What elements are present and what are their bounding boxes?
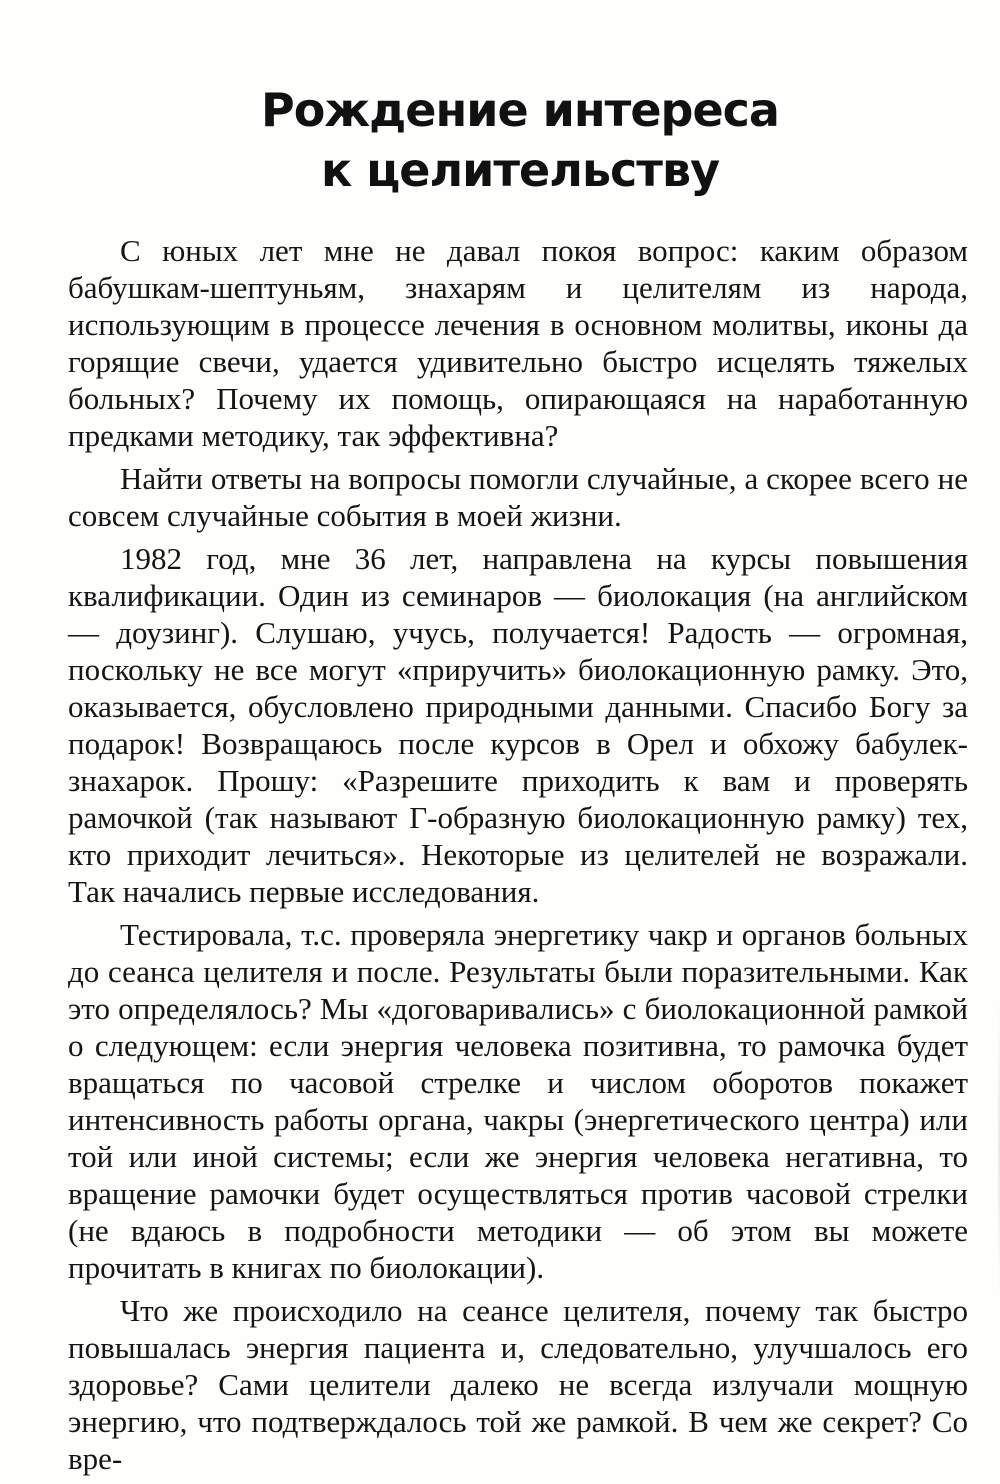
paragraph-1: С юных лет мне не давал покоя вопрос: каким образом бабушкам-шептуньям, знахарям и целителям из народа, использующим в процессе лечения в основном молитвы, иконы да горящие свечи, удается удивительно быстро исцелять тяжелых больных? Почему их помощь, опирающаяся на наработанную предками методику, так эффективна? (68, 233, 968, 453)
chapter-title-line-1: Рождение интереса (261, 83, 779, 137)
paragraph-5: Что же происходило на сеансе целителя, почему так быстро повышалась энергия пациента и, следовательно, улучшалось его здоровье? Сами целители далеко не всегда излучали мощную энергию, что подтверждалось той же рамкой. В чем же секрет? Со вре- (68, 1293, 968, 1476)
paragraph-3: 1982 год, мне 36 лет, направлена на курсы повышения квалификации. Один из семинаров — биолокация (на английском — доузинг). Слушаю, учусь, получается! Радость — огромная, поскольку не все могут «приручить» биолокационную рамку. Это, оказывается, обусловлено природными данными. Спасибо Богу за подарок! Возвращаюсь после курсов в Орел и обхожу бабулек-знахарок. Прошу: «Разрешите приходить к вам и проверять рамочкой (так называют Г-образную биолокационную рамку) тех, кто приходит лечиться». Некоторые из целителей не возражали. Так начались первые исследования. (68, 541, 968, 909)
paragraph-4: Тестировала, т.с. проверяла энергетику чакр и органов больных до сеанса целителя и после. Результаты были поразительными. Как это определялось? Мы «договаривались» с биолокационной рамкой о следующем: если энергия человека позитивна, то рамочка будет вращаться по часовой стрелке и числом оборотов покажет интенсивность работы органа, чакры (энергетического центра) или той или иной системы; если же энергия человека негативна, то вращение рамочки будет осуществляться против часовой стрелки (не вдаюсь в подробности методики — об этом вы можете прочитать в книгах по биолокации). (68, 917, 968, 1285)
paragraph-2: Найти ответы на вопросы помогли случайные, а скорее всего не совсем случайные события в моей жизни. (68, 461, 968, 533)
chapter-title (0, 80, 1000, 200)
body-text (68, 232, 968, 1483)
chapter-title-line-2: к целительству (320, 143, 720, 197)
